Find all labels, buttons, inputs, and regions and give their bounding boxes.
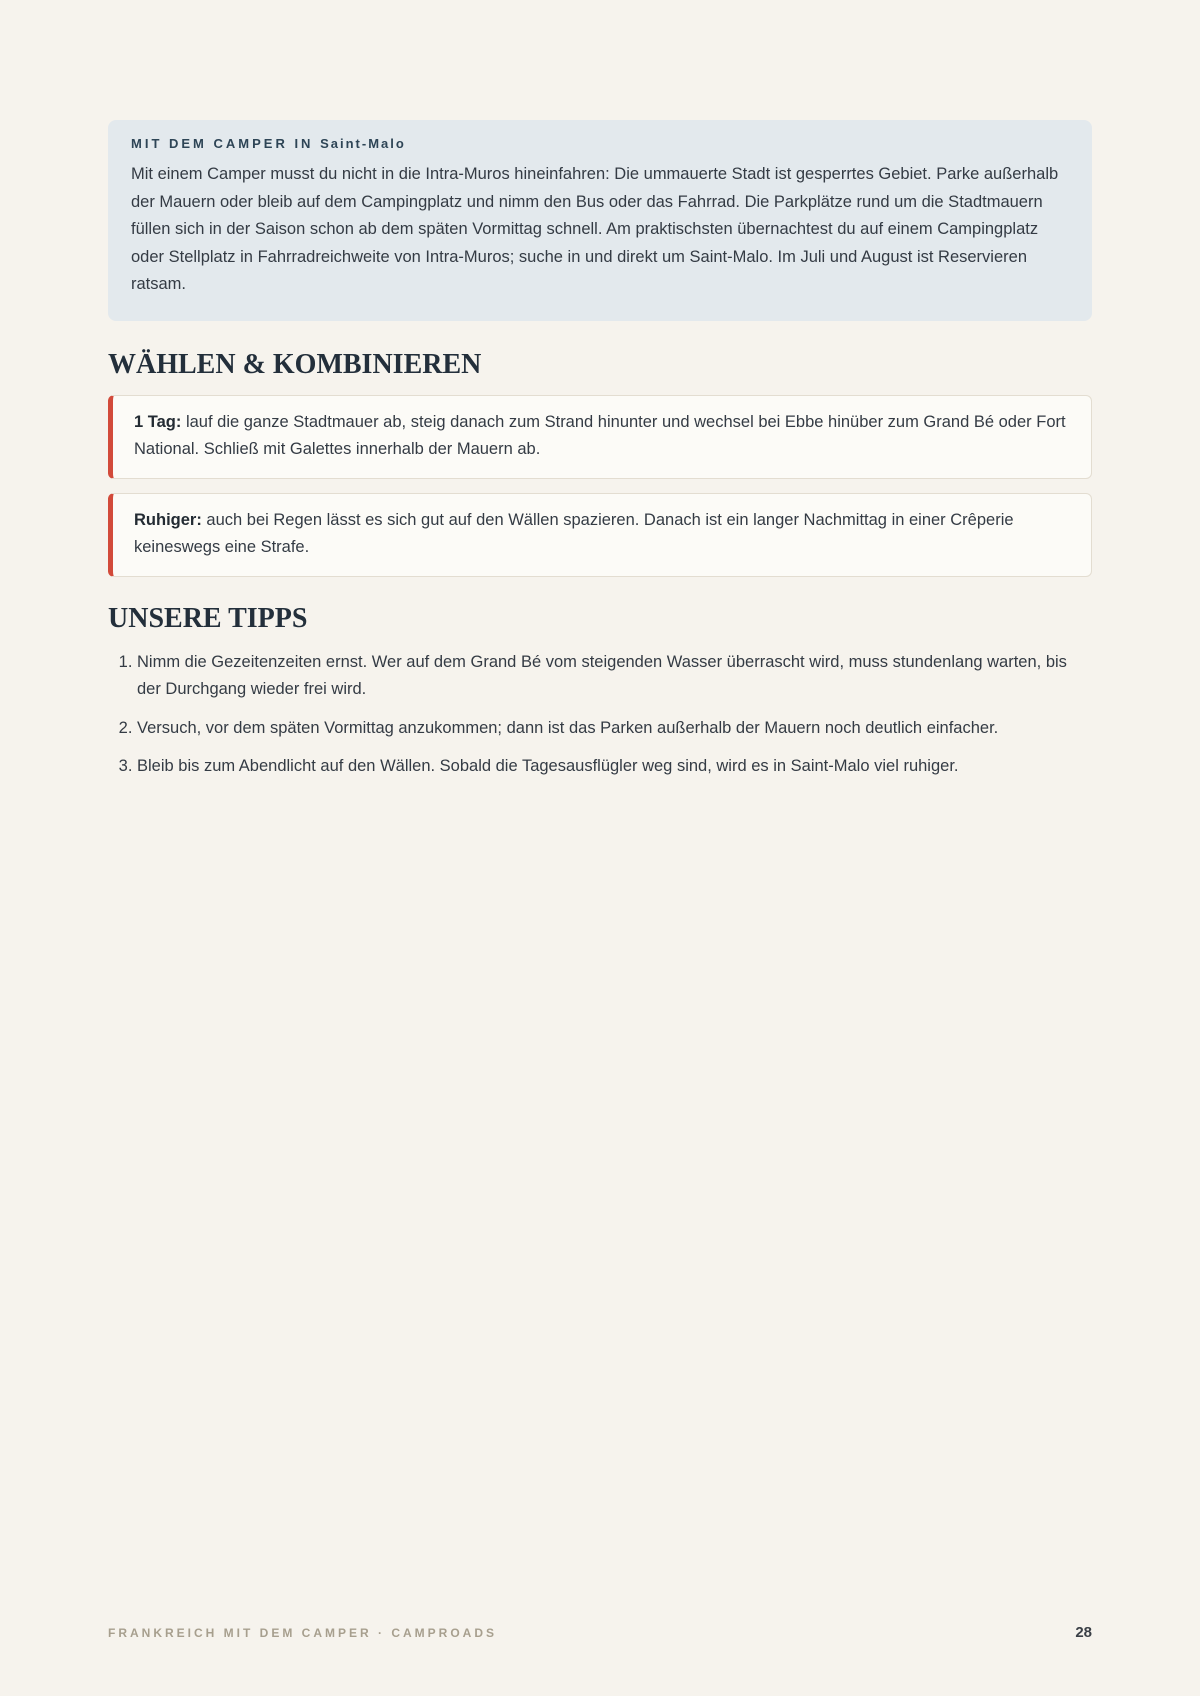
combine-card <box>108 493 1092 577</box>
tips-list <box>108 649 1092 781</box>
combine-card-text: lauf die ganze Stadtmauer ab, steig danach zum Strand hinunter und wechsel bei Ebbe hinüber zum Grand Bé oder Fort National. Schließ mit Galettes innerhalb der Mauern ab. <box>134 412 1066 458</box>
combine-heading: WÄHLEN & KOMBINIEREN <box>108 348 482 380</box>
info-box-title-place: Saint-Malo <box>320 136 406 151</box>
tip-item: 3. Bleib bis zum Abendlicht auf den Wällen. Sobald die Tagesausflügler weg sind, wird es in Saint-Malo viel ruhiger. <box>137 753 1092 781</box>
page-number: 28 <box>1075 1624 1092 1641</box>
combine-card <box>108 395 1092 479</box>
combine-card-label: Ruhiger: <box>134 510 202 529</box>
page-footer <box>108 1624 1092 1641</box>
info-box-title-prefix: MIT DEM CAMPER IN <box>131 136 314 151</box>
combine-card-label: 1 Tag: <box>134 412 182 431</box>
combine-card-text: auch bei Regen lässt es sich gut auf den Wällen spazieren. Danach ist ein langer Nachmittag in einer Crêperie keineswegs eine Strafe. <box>134 510 1014 556</box>
camper-info-box <box>108 120 1092 321</box>
tip-item: 2. Versuch, vor dem späten Vormittag anzukommen; dann ist das Parken außerhalb der Mauern noch deutlich einfacher. <box>137 715 1092 743</box>
info-box-text: Mit einem Camper musst du nicht in die Intra-Muros hineinfahren: Die ummauerte Stadt ist gesperrtes Gebiet. Parke außerhalb der Mauern oder bleib auf dem Campingplatz und nimm den Bus oder das Fahrrad. Die Parkplätze rund um die Stadtmauern füllen sich in der Saison schon ab dem späten Vormittag schnell. Am praktischsten übernachtest du auf einem Campingplatz oder Stellplatz in Fahrradreichweite von Intra-Muros; suche in und direkt um Saint-Malo. Im Juli und August ist Reservieren ratsam. <box>131 165 1059 293</box>
info-box-title <box>131 136 1069 151</box>
page-content <box>108 120 1092 792</box>
footer-publication-title: FRANKREICH MIT DEM CAMPER · CAMPROADS <box>108 1625 497 1640</box>
tip-item: 1. Nimm die Gezeitenzeiten ernst. Wer auf dem Grand Bé vom steigenden Wasser überrascht wird, muss stundenlang warten, bis der Durchgang wieder frei wird. <box>137 649 1092 704</box>
tips-heading: UNSERE TIPPS <box>108 602 308 634</box>
